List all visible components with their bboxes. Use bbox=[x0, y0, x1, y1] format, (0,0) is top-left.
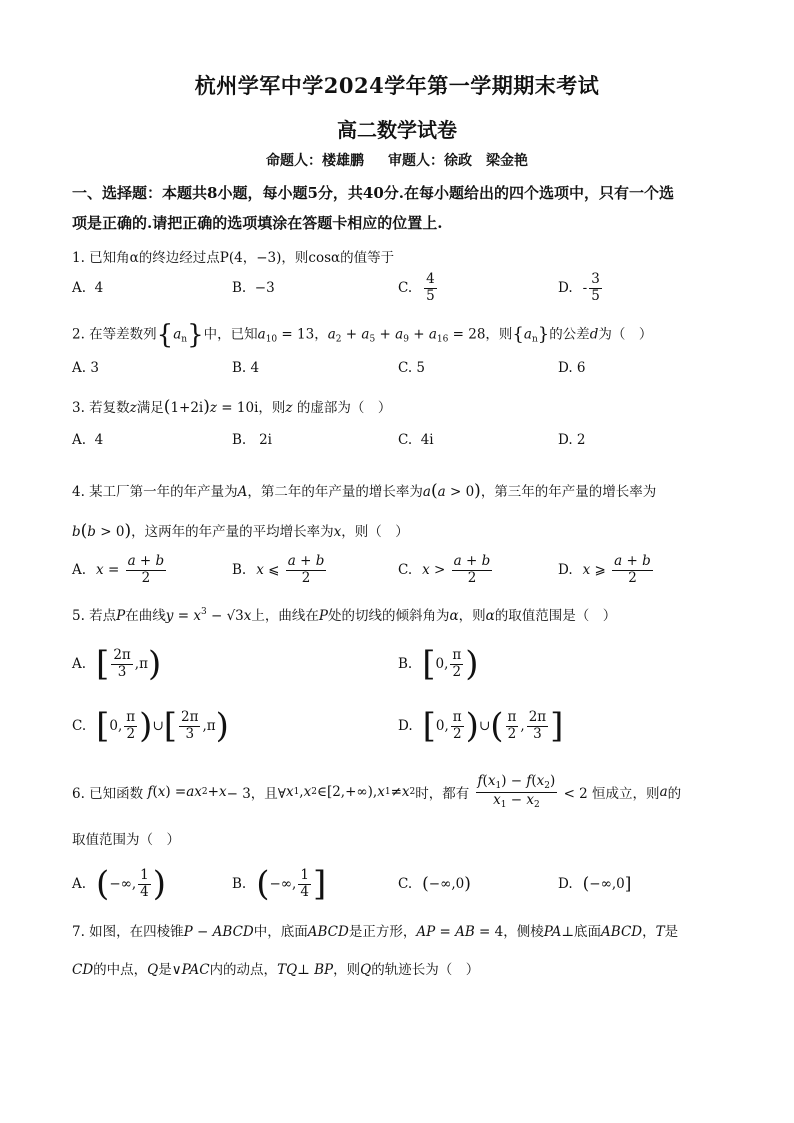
exam-title: 杭州学军中学2024学年第一学期期末考试 bbox=[194, 73, 600, 98]
q2-option-d[interactable]: D. 6 bbox=[558, 360, 586, 376]
question-7-line-2: CD的中点，Q是∨PAC内的动点，TQ⊥ BP，则Q的轨迹长为（ ） bbox=[72, 962, 480, 978]
section-heading bbox=[72, 178, 732, 238]
question-6-line-2: 取值范围为（ ） bbox=[72, 832, 180, 848]
question-7-line-1: 7. 如图，在四棱锥P − ABCD中，底面ABCD是正方形，AP = AB = 4，侧棱PA⊥底面ABCD，T是 bbox=[72, 924, 679, 940]
q6-option-d[interactable]: D. ( −∞,0 ] bbox=[558, 874, 632, 894]
question-3-options bbox=[72, 420, 732, 460]
question-4-line-2: b(b > 0)，这两年的年产量的平均增长率为x，则（ ） bbox=[72, 521, 409, 541]
q5-option-d[interactable]: D. [ 0, $\frac{\pi}{2}$ ) ∪ ( $\frac{\pi}{2}$ , $\frac{2\pi}{3}$ ] bbox=[398, 706, 564, 746]
q5-option-b[interactable]: B. [ 0, $\frac{\pi}{2}$ ) bbox=[398, 644, 479, 684]
q4-option-c[interactable]: C. x > $\frac{a + b}{2}$ bbox=[398, 552, 491, 586]
question-2-options bbox=[72, 348, 732, 388]
question-4-options bbox=[72, 550, 732, 590]
question-1-options bbox=[72, 268, 732, 308]
section-line-2: 项是正确的.请把正确的选项填涂在答题卡相应的位置上. bbox=[72, 214, 443, 232]
question-6-line-1: 6. 已知函数 f ( x ) = ax 2 + x − 3，且∀ x 1 , x 2 ∈[2,+∞), x 1 ≠ x 2 时，都有 $\frac{f(x_1) - f(x_2)}{x_1 - x_2}$ < 2 恒成立，则 a 的 bbox=[72, 773, 682, 810]
setter: 命题人：楼雄鹏 bbox=[266, 153, 364, 169]
question-5-options-ab bbox=[72, 642, 732, 686]
q2-option-a[interactable]: A. 3 bbox=[72, 360, 99, 376]
question-5-options-cd bbox=[72, 704, 732, 748]
q4-option-d[interactable]: D. x ⩾ $\frac{a + b}{2}$ bbox=[558, 552, 651, 586]
q6-option-a[interactable]: A. ( −∞, $\frac{1}{4}$ ) bbox=[72, 864, 167, 904]
question-5: 5. 若点P在曲线$y = x^3 - √3x$上，曲线在P处的切线的倾斜角为α，则α的取值范围是（ ） bbox=[72, 607, 617, 624]
question-3: 3. 若复数z满足(1+2i)z = 10i，则z 的虚部为（ ） bbox=[72, 397, 392, 417]
question-2: 2. 在等差数列$\{a_n\}$中，已知$a_{10} = 13$，$a_2 + a_5 + a_9 + a_{16} = 28$，则$\{a_n\}$的公差d为（ ） bbox=[72, 320, 653, 350]
q2-option-c[interactable]: C. 5 bbox=[398, 360, 426, 376]
q1-option-c[interactable]: C. $\frac{4}{5}$ bbox=[398, 270, 435, 304]
q6-option-b[interactable]: B. ( −∞, $\frac{1}{4}$ ] bbox=[232, 864, 327, 904]
q4-option-b[interactable]: B. x ⩽ $\frac{a + b}{2}$ bbox=[232, 552, 325, 586]
q3-option-b[interactable]: B. 2i bbox=[232, 432, 272, 448]
q1-option-b[interactable]: B. −3 bbox=[232, 280, 275, 296]
q2-option-b[interactable]: B. 4 bbox=[232, 360, 260, 376]
q4-option-a[interactable]: A. x = $\frac{a + b}{2}$ bbox=[72, 552, 165, 586]
question-6-options bbox=[72, 862, 732, 906]
q6-option-c[interactable]: C. ( −∞,0 ) bbox=[398, 874, 471, 894]
q1-option-d[interactable]: D. - $\frac{3}{5}$ bbox=[558, 270, 600, 304]
q3-option-d[interactable]: D. 2 bbox=[558, 432, 586, 448]
q1-option-a[interactable]: A. 4 bbox=[72, 280, 104, 296]
authors-line bbox=[0, 150, 794, 170]
question-1: 1. 已知角α的终边经过点P(4，−3)，则cosα的值等于 bbox=[72, 250, 395, 266]
reviewer: 审题人：徐政 梁金艳 bbox=[388, 153, 528, 169]
exam-subtitle: 高二数学试卷 bbox=[337, 118, 457, 142]
question-4-line-1: 4. 某工厂第一年的年产量为A，第二年的年产量的增长率为a(a > 0)，第三年的年产量的增长率为 bbox=[72, 481, 657, 501]
section-line-1: 一、选择题：本题共8小题，每小题5分，共40分.在每小题给出的四个选项中，只有一个选 bbox=[72, 184, 674, 202]
q5-option-c[interactable]: C. [ 0, $\frac{\pi}{2}$ ) ∪ [ $\frac{2\pi}{3}$ ,π ) bbox=[72, 706, 229, 746]
q3-option-a[interactable]: A. 4 bbox=[72, 432, 104, 448]
q3-option-c[interactable]: C. 4i bbox=[398, 432, 434, 448]
q5-option-a[interactable]: A. [ $\frac{2\pi}{3}$ ,π ) bbox=[72, 644, 162, 684]
